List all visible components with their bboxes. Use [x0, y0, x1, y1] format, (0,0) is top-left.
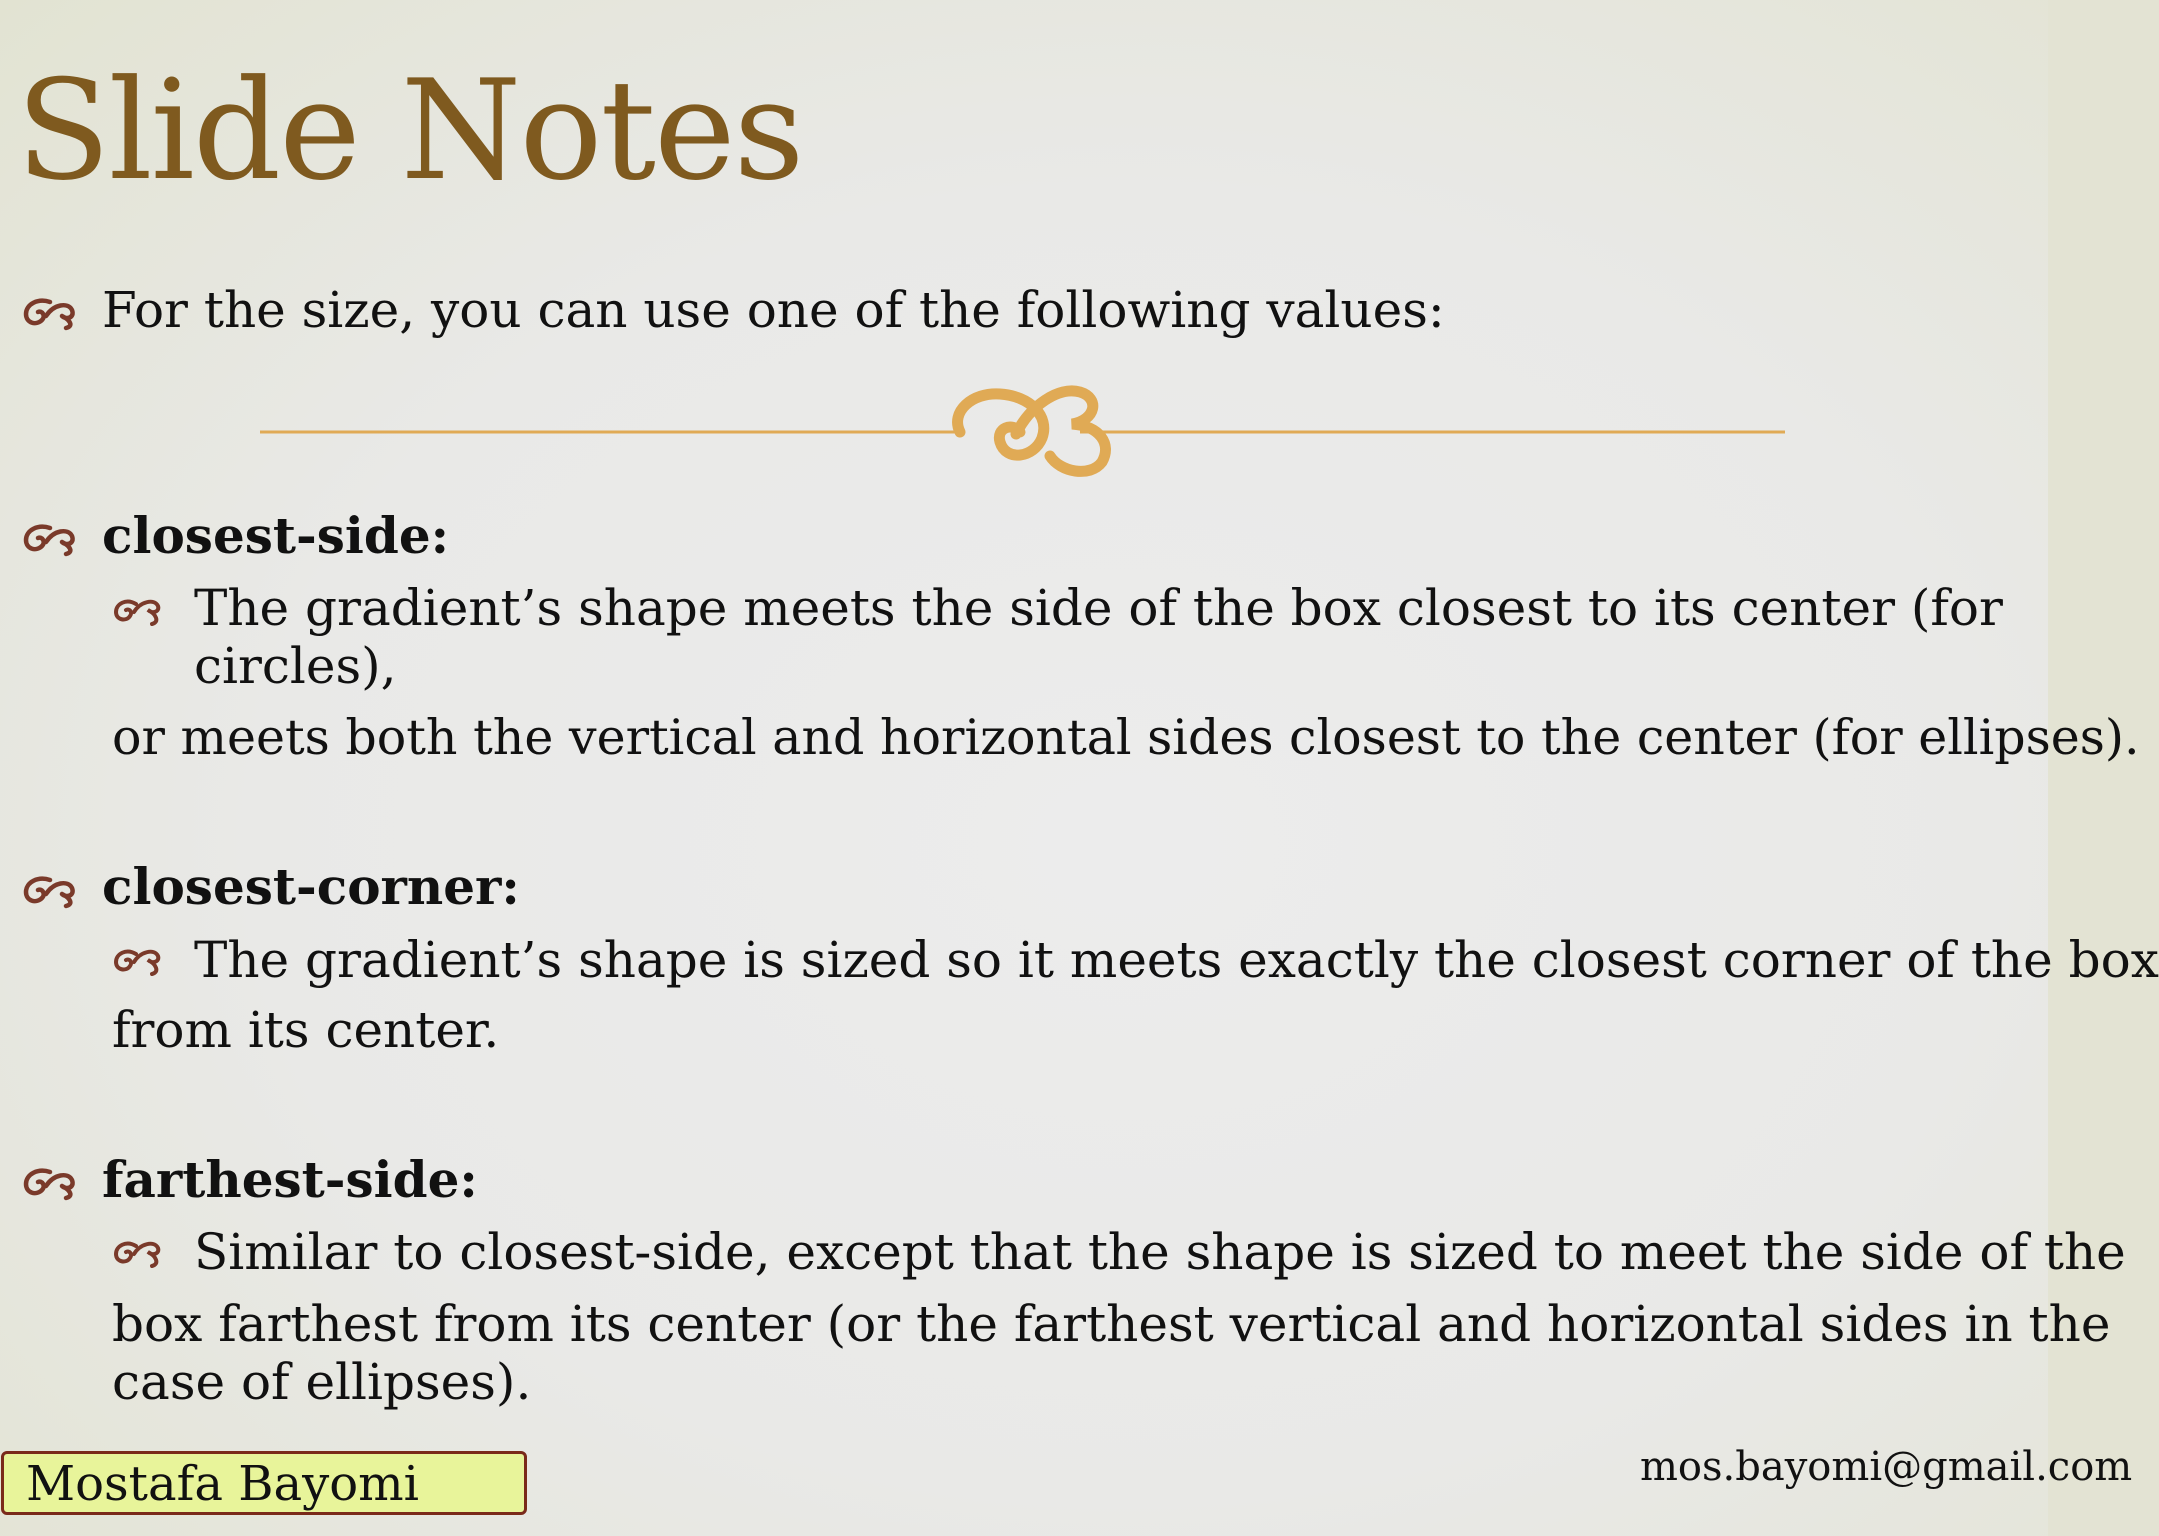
fleuron-bullet-icon — [20, 296, 80, 330]
fleuron-bullet-icon — [20, 1166, 80, 1200]
slide-title: Slide Notes — [16, 50, 803, 211]
desc-farthest-side-line3: case of ellipses). — [112, 1353, 532, 1411]
term-closest-corner: closest-corner: — [102, 857, 520, 916]
intro-text: For the size, you can use one of the following values: — [102, 281, 1445, 339]
author-name: Mostafa Bayomi — [26, 1456, 419, 1512]
term-farthest-side: farthest-side: — [102, 1150, 478, 1209]
fleuron-sub-bullet-icon — [112, 596, 166, 626]
ornamental-divider-icon — [260, 382, 1785, 482]
fleuron-sub-bullet-icon — [112, 1238, 166, 1268]
term-closest-side: closest-side: — [102, 506, 450, 565]
desc-closest-corner-line1: The gradient’s shape is sized so it meets exactly the closest corner of the box — [194, 931, 2159, 989]
desc-closest-side-line2: circles), — [194, 637, 397, 695]
fleuron-sub-bullet-icon — [112, 946, 166, 976]
desc-farthest-side-line2: box farthest from its center (or the farthest vertical and horizontal sides in the — [112, 1295, 2111, 1353]
fleuron-bullet-icon — [20, 874, 80, 908]
author-email: mos.bayomi@gmail.com — [1640, 1444, 2133, 1490]
author-box — [1, 1451, 527, 1515]
desc-closest-side-line1: The gradient’s shape meets the side of the box closest to its center (for — [194, 579, 2003, 637]
desc-closest-corner-line2: from its center. — [112, 1001, 500, 1059]
fleuron-bullet-icon — [20, 522, 80, 556]
desc-closest-side-line3: or meets both the vertical and horizontal sides closest to the center (for ellipses). — [112, 709, 2140, 766]
desc-farthest-side-line1: Similar to closest-side, except that the shape is sized to meet the side of the — [194, 1223, 2126, 1281]
